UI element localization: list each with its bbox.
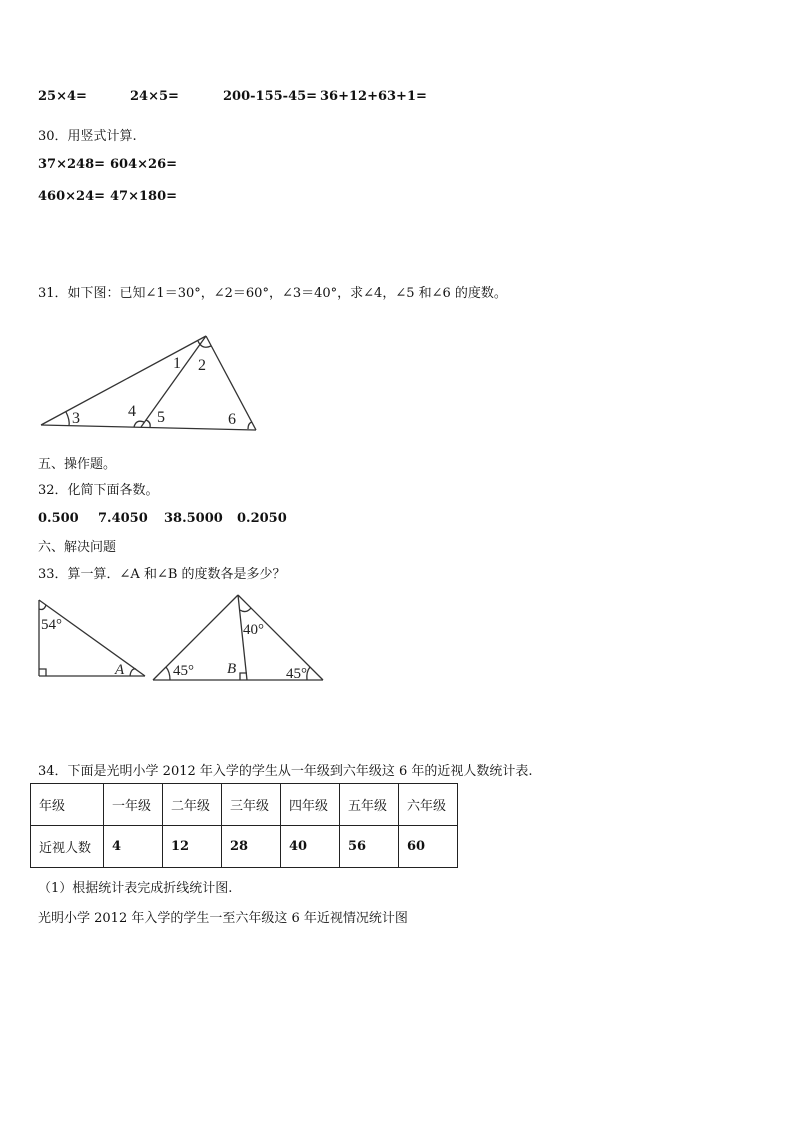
left-triangle-angle-arc-A bbox=[130, 669, 136, 676]
section-5-heading: 五、操作题。 bbox=[38, 457, 117, 472]
table-cell: 28 bbox=[222, 826, 281, 868]
table-cell: 四年级 bbox=[281, 784, 340, 826]
calc-item-3: 200-155-45= bbox=[223, 89, 318, 104]
table-cell: 一年级 bbox=[104, 784, 163, 826]
q32-title: 32．化简下面各数。 bbox=[38, 483, 159, 498]
calc-item-2: 24×5= bbox=[130, 89, 179, 104]
right-triangle-angle-arc-right-45 bbox=[307, 667, 310, 680]
q30-item-1: 37×248= bbox=[38, 157, 106, 172]
right-triangle-vertex-B: B bbox=[227, 661, 237, 677]
table-row bbox=[31, 826, 458, 868]
calc-item-4: 36+12+63+1= bbox=[320, 89, 427, 104]
q30-item-3: 460×24= bbox=[38, 189, 106, 204]
right-triangle-angle-arc-40 bbox=[240, 608, 251, 612]
table-cell: 40 bbox=[281, 826, 340, 868]
q30-item-4: 47×180= bbox=[110, 189, 178, 204]
q33-title: 33．算一算．∠A 和∠B 的度数各是多少？ bbox=[38, 567, 286, 582]
q32-number-2: 7.4050 bbox=[98, 511, 148, 526]
left-triangle-angle-arc-54 bbox=[39, 605, 46, 610]
right-triangle-top-label: 40° bbox=[243, 622, 264, 638]
left-triangle-hypotenuse bbox=[39, 600, 145, 676]
left-triangle-right-angle-mark bbox=[39, 669, 46, 676]
table-cell: 六年级 bbox=[399, 784, 458, 826]
table-cell: 二年级 bbox=[163, 784, 222, 826]
q33-triangles-figure bbox=[30, 590, 330, 685]
section-6-heading: 六、解决问题 bbox=[38, 540, 117, 555]
left-triangle-vertex-A: A bbox=[115, 662, 125, 678]
right-triangle-left-label: 45° bbox=[173, 663, 194, 679]
angle-label-1: 1 bbox=[173, 355, 181, 372]
q32-number-4: 0.2050 bbox=[237, 511, 287, 526]
triangle-inner-segment bbox=[141, 336, 206, 427]
angle-label-6: 6 bbox=[228, 411, 236, 428]
triangle-left-side bbox=[41, 336, 206, 425]
table-header-row bbox=[31, 784, 458, 826]
angle-label-3: 3 bbox=[72, 410, 80, 427]
right-triangle-angle-arc-left-45 bbox=[166, 667, 170, 680]
q30-title: 30．用竖式计算. bbox=[38, 129, 137, 144]
table-cell: 年级 bbox=[31, 784, 104, 826]
right-triangle-right-label: 45° bbox=[286, 666, 307, 682]
table-cell: 五年级 bbox=[340, 784, 399, 826]
angle-arc-3 bbox=[66, 412, 69, 426]
table-cell: 12 bbox=[163, 826, 222, 868]
left-triangle-angle-label: 54° bbox=[41, 617, 62, 633]
angle-arc-5 bbox=[146, 420, 150, 427]
table-cell: 60 bbox=[399, 826, 458, 868]
q34-sub-question-1: （1）根据统计表完成折线统计图. bbox=[38, 881, 233, 896]
q34-title: 34．下面是光明小学 2012 年入学的学生从一年级到六年级这 6 年的近视人数统计表. bbox=[38, 764, 533, 779]
angle-arc-6 bbox=[248, 422, 252, 429]
q31-triangle-figure bbox=[30, 330, 270, 435]
table-cell: 近视人数 bbox=[31, 826, 104, 868]
q32-number-1: 0.500 bbox=[38, 511, 79, 526]
angle-label-5: 5 bbox=[157, 409, 165, 426]
table-cell: 56 bbox=[340, 826, 399, 868]
q34-chart-title: 光明小学 2012 年入学的学生一至六年级这 6 年近视情况统计图 bbox=[38, 911, 408, 926]
q31-title: 31．如下图：已知∠1＝30°，∠2＝60°，∠3＝40°，求∠4，∠5 和∠6 的度数。 bbox=[38, 286, 507, 301]
table-cell: 4 bbox=[104, 826, 163, 868]
calc-item-1: 25×4= bbox=[38, 89, 87, 104]
angle-label-4: 4 bbox=[128, 403, 136, 420]
q30-item-2: 604×26= bbox=[110, 157, 178, 172]
table-cell: 三年级 bbox=[222, 784, 281, 826]
q32-number-3: 38.5000 bbox=[164, 511, 223, 526]
angle-label-2: 2 bbox=[198, 357, 206, 374]
myopia-statistics-table bbox=[30, 783, 458, 868]
